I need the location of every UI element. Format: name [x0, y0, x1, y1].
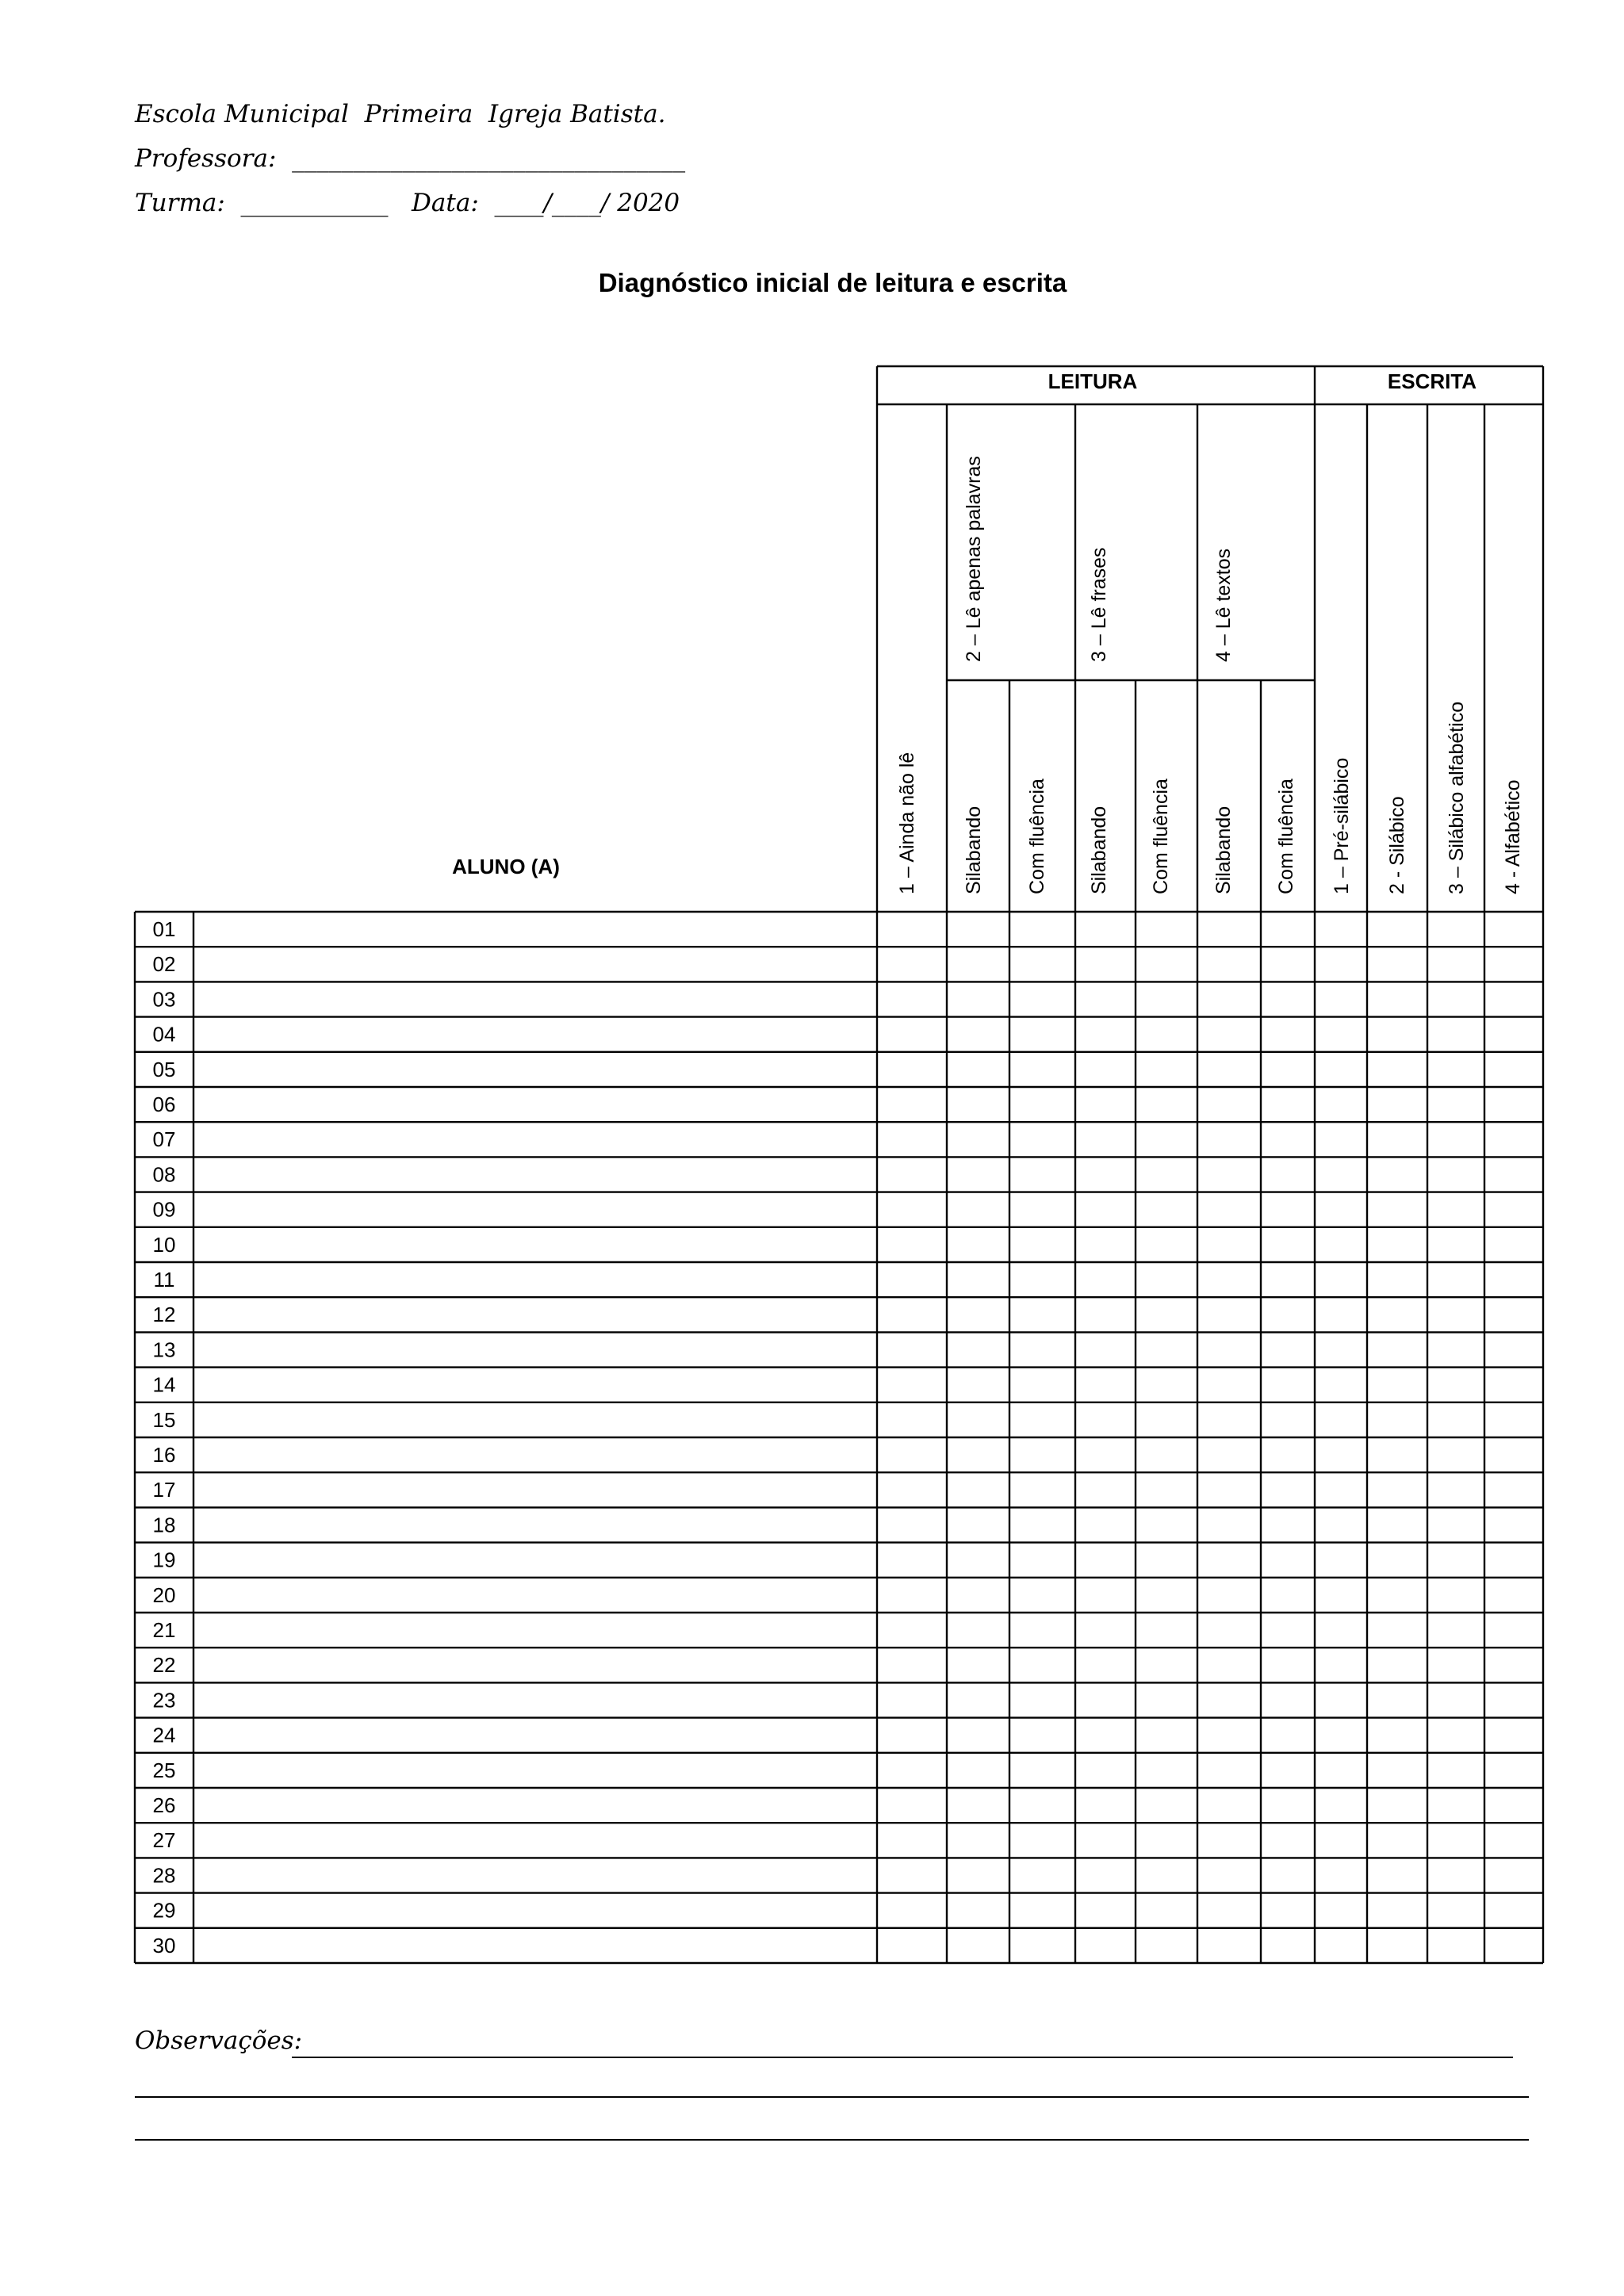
col-syllabic: 2 - Silábico	[1386, 796, 1408, 894]
row-number: 03	[152, 987, 176, 1012]
col-words-fluent: Com fluência	[1026, 779, 1048, 894]
col-texts-syllabling: Silabando	[1212, 806, 1235, 894]
row-number: 16	[152, 1443, 176, 1467]
row-number: 12	[152, 1303, 176, 1327]
col-reads-phrases: 3 – Lê frases	[1088, 547, 1110, 662]
row-number: 27	[152, 1828, 176, 1853]
row-number: 05	[152, 1057, 176, 1081]
col-phrases-syllabling: Silabando	[1088, 806, 1110, 894]
row-number: 20	[152, 1582, 176, 1607]
reading-header: LEITURA	[1048, 369, 1138, 393]
col-alphabetic: 4 - Alfabético	[1502, 779, 1524, 894]
table-grid-lines	[135, 366, 1543, 1963]
school-name: Escola Municipal Primeira Igreja Batista.	[135, 100, 666, 128]
col-not-reading: 1 – Ainda não lê	[896, 752, 918, 894]
row-number: 28	[152, 1863, 176, 1888]
row-number: 30	[152, 1933, 176, 1957]
row-number: 25	[152, 1758, 176, 1782]
col-syllabic-alphabetic: 3 – Silábico alfabético	[1446, 701, 1468, 894]
row-number: 15	[152, 1407, 176, 1432]
row-number: 19	[152, 1548, 176, 1572]
student-header: ALUNO (A)	[452, 855, 560, 878]
row-number: 08	[152, 1162, 176, 1187]
class-date-field[interactable]: Turma: ____________ Data: ____/____/ 2020	[135, 189, 680, 217]
row-number: 11	[153, 1268, 175, 1292]
observations-line-2[interactable]	[135, 2096, 1529, 2098]
row-number: 21	[152, 1618, 176, 1642]
writing-header: ESCRITA	[1387, 369, 1477, 393]
col-pre-syllabic: 1 – Pré-silábico	[1331, 757, 1353, 894]
observations-line-1[interactable]	[292, 2057, 1513, 2058]
observations-label: Observações:	[135, 2026, 303, 2055]
row-number: 17	[152, 1478, 176, 1502]
observations-line-3[interactable]	[135, 2139, 1529, 2141]
row-number: 04	[152, 1022, 176, 1047]
col-words-syllabling: Silabando	[963, 806, 985, 894]
row-number: 26	[152, 1793, 176, 1817]
teacher-field[interactable]: Professora: ________________________________	[135, 144, 686, 173]
row-number: 14	[152, 1372, 176, 1397]
row-number: 23	[152, 1688, 176, 1712]
col-phrases-fluent: Com fluência	[1150, 779, 1172, 894]
col-reads-words: 2 – Lê apenas palavras	[963, 456, 985, 662]
row-number: 22	[152, 1653, 176, 1678]
row-number: 13	[152, 1337, 176, 1362]
row-number: 09	[152, 1197, 176, 1222]
row-number: 24	[152, 1723, 176, 1747]
row-number: 07	[152, 1127, 176, 1152]
row-number: 29	[152, 1898, 176, 1923]
row-number: 06	[152, 1093, 176, 1116]
col-texts-fluent: Com fluência	[1275, 779, 1297, 894]
row-number: 10	[152, 1232, 176, 1257]
row-number: 18	[152, 1513, 176, 1537]
row-number: 01	[152, 917, 176, 941]
row-number: 02	[152, 952, 176, 977]
page-title: Diagnóstico inicial de leitura e escrita	[598, 268, 1067, 297]
col-reads-texts: 4 – Lê textos	[1212, 548, 1235, 662]
